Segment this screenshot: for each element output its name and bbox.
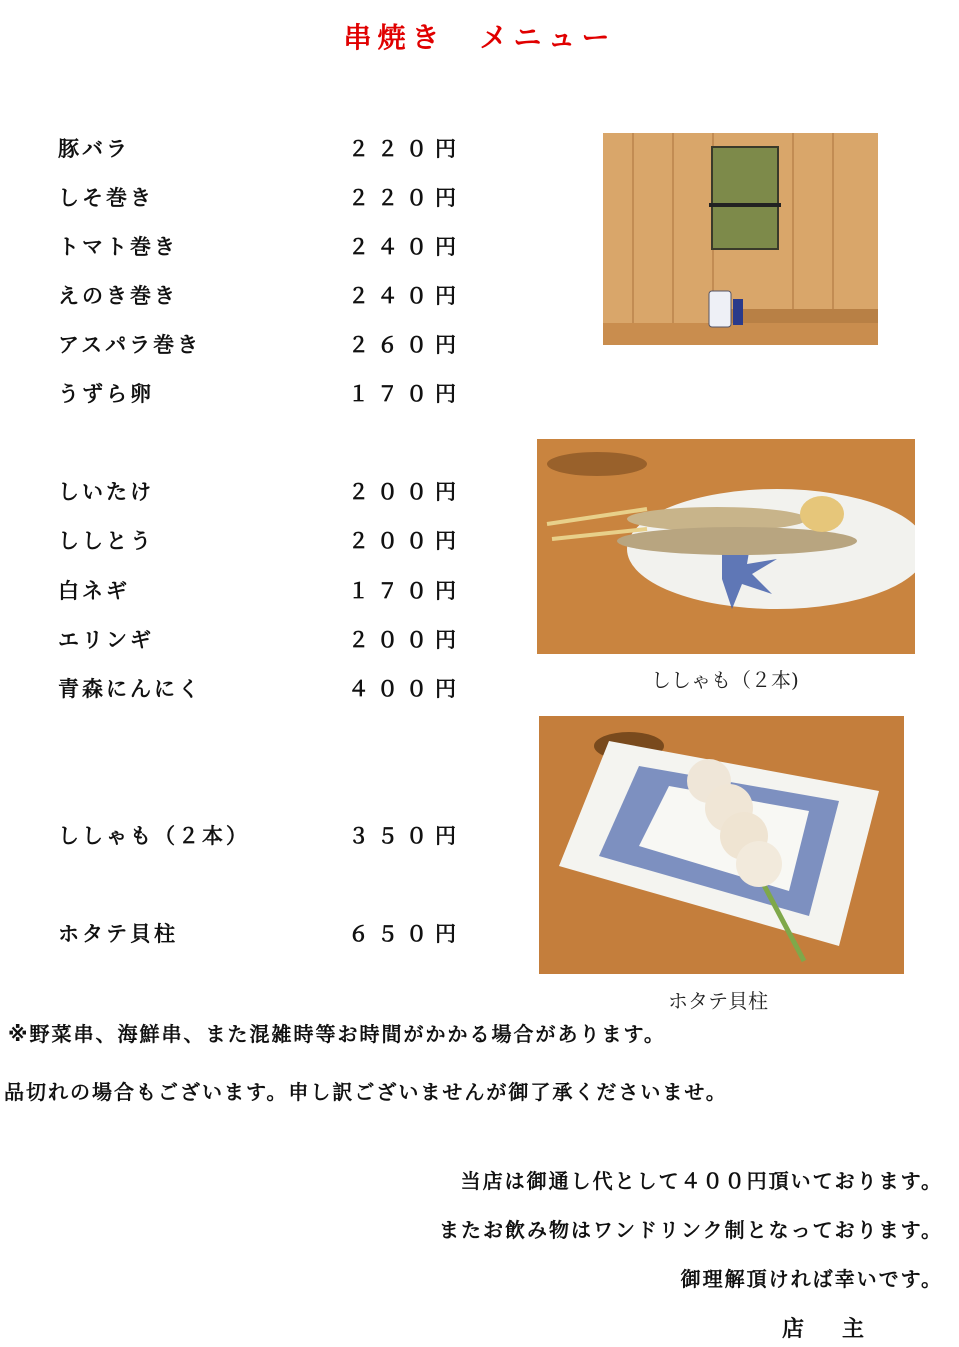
menu-item [58, 820, 478, 850]
menu-item-name: うずら卵 [58, 382, 154, 406]
menu-item-price: ３５０円 [348, 824, 464, 848]
menu-item-price: １７０円 [348, 579, 464, 603]
menu-item [58, 133, 478, 163]
note-line: ※野菜串、海鮮串、また混雑時等お時間がかかる場合があります。 [8, 1022, 666, 1046]
menu-item-price: ２２０円 [348, 137, 464, 161]
note-line: またお飲み物はワンドリンク制となっております。 [439, 1218, 943, 1242]
menu-item-price: ２４０円 [348, 235, 464, 259]
menu-item-price: ２６０円 [348, 333, 464, 357]
hotate-caption: ホタテ貝柱 [668, 989, 768, 1013]
menu-item-name: アスパラ巻き [58, 333, 202, 357]
menu-item-name: 白ネギ [58, 579, 130, 603]
menu-item [58, 378, 478, 408]
menu-item [58, 329, 478, 359]
menu-item-price: ２００円 [348, 628, 464, 652]
menu-item-name: ししとう [58, 529, 154, 553]
interior-photo [603, 133, 878, 345]
menu-item-name: エリンギ [58, 628, 154, 652]
menu-item-name: 青森にんにく [58, 677, 202, 701]
menu-item [58, 918, 478, 948]
signature: 店 主 [782, 1317, 873, 1342]
shishamo-caption: ししゃも（２本) [651, 668, 799, 692]
menu-item-price: ２００円 [348, 480, 464, 504]
menu-item-price: ２４０円 [348, 284, 464, 308]
menu-item-name: ししゃも（２本） [58, 824, 250, 848]
note-line: 当店は御通し代として４００円頂いております。 [460, 1169, 943, 1193]
menu-item-price: ２００円 [348, 529, 464, 553]
menu-item-price: ４００円 [348, 677, 464, 701]
note-line: 品切れの場合もございます。申し訳ございませんが御了承くださいませ。 [4, 1080, 728, 1104]
menu-item-name: えのき巻き [58, 284, 178, 308]
hotate-photo [539, 716, 904, 974]
menu-item-name: しそ巻き [58, 186, 154, 210]
menu-item [58, 624, 478, 654]
menu-item [58, 231, 478, 261]
menu-item [58, 575, 478, 605]
menu-item [58, 673, 478, 703]
page-title: 串焼き メニュー [343, 21, 616, 54]
menu-item-price: ２２０円 [348, 186, 464, 210]
menu-item [58, 280, 478, 310]
menu-item [58, 182, 478, 212]
note-line: 御理解頂ければ幸いです。 [680, 1267, 943, 1291]
shishamo-photo [537, 439, 915, 654]
menu-item [58, 525, 478, 555]
menu-item-name: ホタテ貝柱 [58, 922, 178, 946]
menu-item [58, 476, 478, 506]
menu-item-price: １７０円 [348, 382, 464, 406]
menu-item-price: ６５０円 [348, 922, 464, 946]
menu-item-name: トマト巻き [58, 235, 178, 259]
menu-item-name: 豚バラ [58, 137, 130, 161]
menu-item-name: しいたけ [58, 480, 154, 504]
